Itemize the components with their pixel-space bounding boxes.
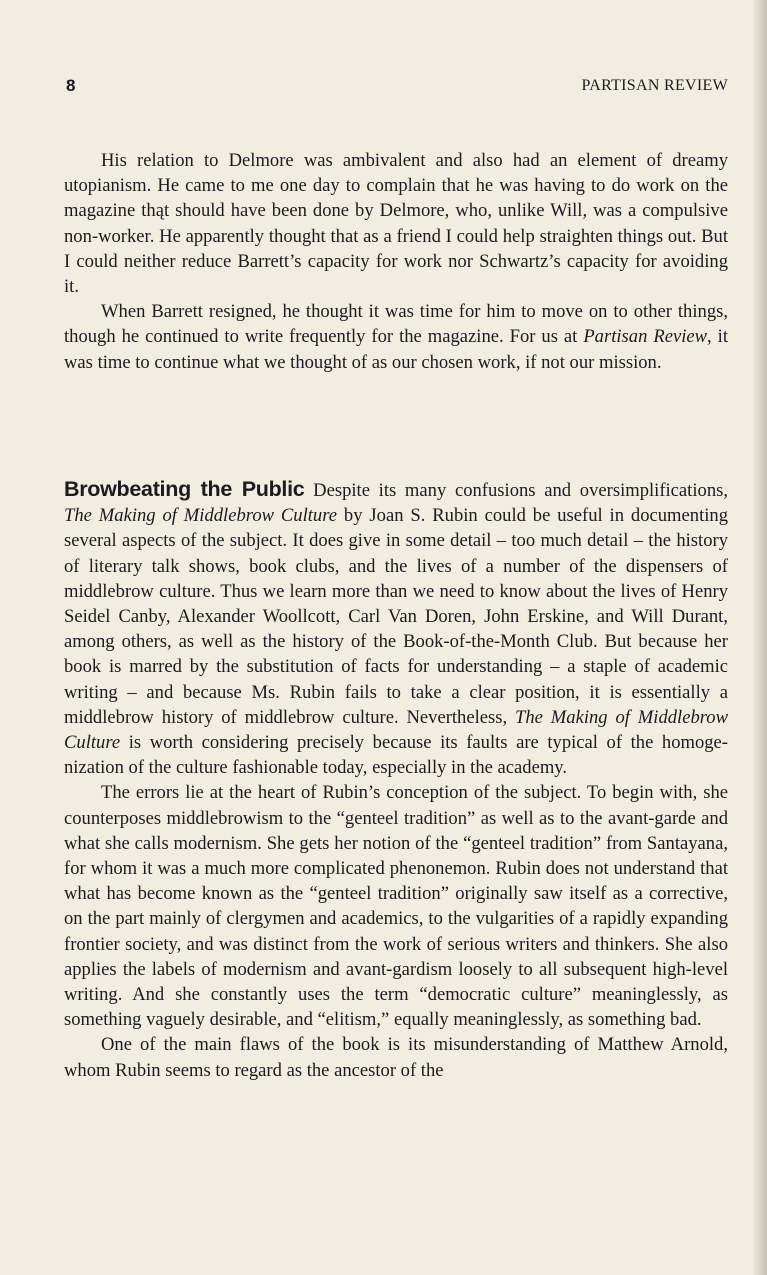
paragraph-errors: The errors lie at the heart of Rubin’s conception of the subject. To begin with, she counterposes middlebrowism to the “genteel tradition” as well as to the avant-garde and what she calls modernism. She gets her notion of the “genteel tradition” from Santayana, for whom it was a much more complicated phenonemon. Rubin does not understand that what has become known as the “genteel tradition” originally saw itself as a corrective, on the part mainly of clergymen and academics, to the vulgarities of a rapidly expanding frontier society, and was distinct from the work of serious writers and thinkers. She also applies the labels of modernism and avant-gardism loosely to all subsequent high-level writing. And she constantly uses the term “democratic culture” meaninglessly, as something vaguely desirable, and “elitism,” equally meaninglessly, as something bad. xyxy=(64,782,728,1031)
running-head: PARTISAN REVIEW xyxy=(581,77,728,94)
journal-title: Partisan Review xyxy=(583,326,708,348)
paragraph-review-intro xyxy=(64,477,728,780)
paragraph-arnold: One of the main flaws of the book is its misunderstanding of Matthew Arnold, whom Rubin seems to regard as the ancestor of the xyxy=(64,1034,728,1081)
paragraph-text: Despite its many confusions and oversimplifications, xyxy=(304,480,728,501)
top-section xyxy=(64,148,728,375)
book-title: The Making of Middlebrow Culture xyxy=(64,505,338,527)
paragraph-text: by Joan S. Rubin could be useful in documenting several aspects of the subject. It does give in some detail – too much detail – the history of literary talk shows, book clubs, and the lives of a number of the dispensers of middlebrow culture. Thus we learn more than we need to know about the lives of Henry Seidel Canby, Alexander Woollcott, Carl Van Doren, John Erskine, and Will Durant, among others, as well as the history of the Book-of-the-Month Club. But because her book is marred by the substitution of facts for understanding – a staple of academic writing – and because Ms. Rubin fails to take a clear position, it is essentially a middlebrow history of middlebrow culture. Nevertheless, xyxy=(64,505,728,728)
paragraph-barrett-resigned xyxy=(64,299,728,375)
page-number: 8 xyxy=(66,76,76,95)
page-edge-shadow xyxy=(753,0,767,1275)
paragraph-text: , it was time to continue what we thought of as our chosen work, if not our mission. xyxy=(64,326,728,373)
book-title: The Making of Middlebrow Culture xyxy=(64,706,729,754)
review-section xyxy=(64,477,728,1083)
paragraph-text: When Barrett resigned, he thought it was time for him to move on to other things, though he continued to write frequently for the magazine. For us at xyxy=(64,301,728,348)
page-header xyxy=(66,76,728,100)
section-heading: Browbeating the Public xyxy=(64,477,305,501)
paragraph-text: is worth considering precisely because its faults are typical of the homogenization of the culture fashionable today, especially in the academy. xyxy=(64,732,728,779)
paragraph-delmore: His relation to Delmore was ambivalent and also had an element of dreamy utopianism. He came to me one day to complain that he was having to do work on the magazine thąt should have been done by Delmore, who, unlike Will, was a compulsive non-worker. He apparently thought that as a friend I could help straighten things out. But I could neither reduce Barrett’s capacity for work nor Schwartz’s capacity for avoiding it. xyxy=(64,150,728,298)
